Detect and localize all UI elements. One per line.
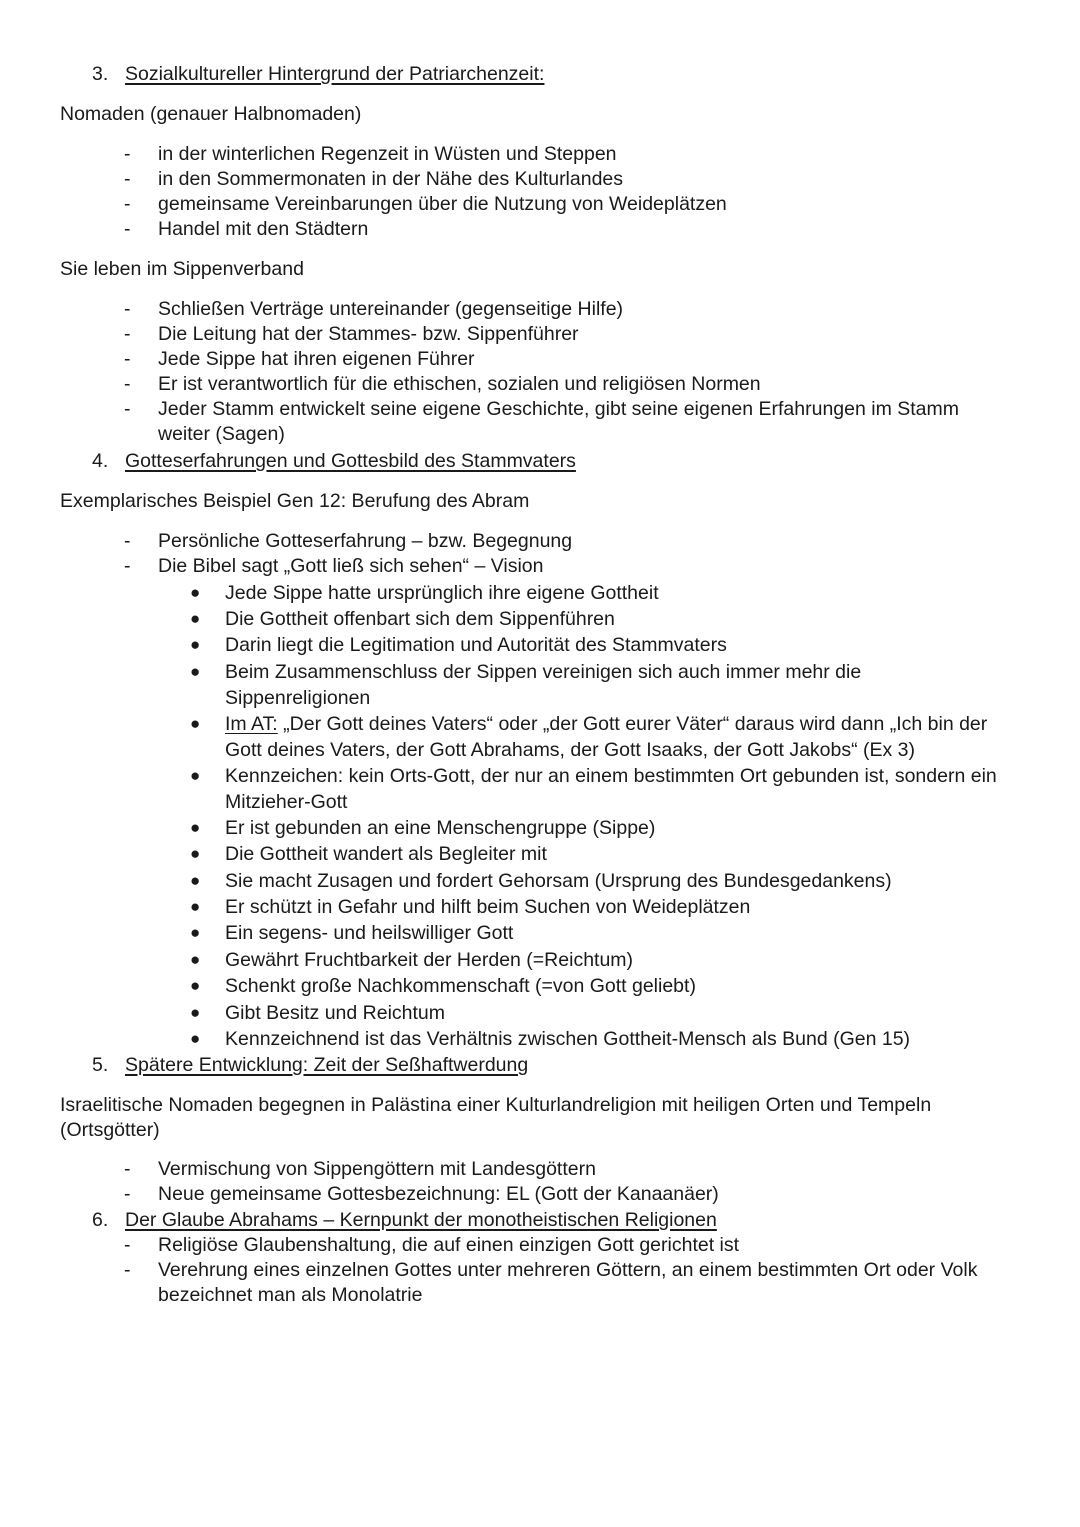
dash-item: - in der winterlichen Regenzeit in Wüsten und Steppen [124,143,617,165]
bullet-item: ● Im AT: „Der Gott deines Vaters“ oder „der Gott eurer Väter“ daraus wird dann „Ich bin der Gott deines Vaters, der Gott Abrahams, der Gott Isaaks, der Gott Jakobs“ (Ex 3) [190,713,988,761]
bullet-item: ● Er schützt in Gefahr und hilft beim Suchen von Weideplätzen [190,896,751,918]
bullet-item: ● Darin liegt die Legitimation und Autorität des Stammvaters [190,634,727,656]
section-title: Der Glaube Abrahams – Kernpunkt der monotheistischen Religionen [125,1209,717,1231]
dash-item: - Persönliche Gotteserfahrung – bzw. Begegnung [124,530,573,552]
paragraph: Nomaden (genauer Halbnomaden) [60,103,362,125]
section-4-heading [92,448,576,474]
bullet-item: ● Kennzeichnend ist das Verhältnis zwischen Gottheit-Mensch als Bund (Gen 15) [190,1028,911,1050]
paragraph: Sie leben im Sippenverband [60,258,304,280]
bullet-item: ● Kennzeichen: kein Orts-Gott, der nur an einem bestimmten Ort gebunden ist, sondern ein Mitzieher-Gott [190,765,997,813]
dash-item: - gemeinsame Vereinbarungen über die Nutzung von Weideplätzen [124,193,727,215]
dash-item: - Schließen Verträge untereinander (gegenseitige Hilfe) [124,298,624,320]
bullet-item: ● Jede Sippe hatte ursprünglich ihre eigene Gottheit [190,582,659,604]
bullet-item: ● Die Gottheit offenbart sich dem Sippenführen [190,608,615,630]
dash-item: - Handel mit den Städtern [124,218,369,240]
dash-item: - Die Leitung hat der Stammes- bzw. Sippenführer [124,323,579,345]
dash-item: - Jede Sippe hat ihren eigenen Führer [124,348,475,370]
paragraph: Israelitische Nomaden begegnen in Palästina einer Kulturlandreligion mit heiligen Orten und Tempeln (Ortsgötter) [60,1094,932,1141]
bullet-item: ● Sie macht Zusagen und fordert Gehorsam (Ursprung des Bundesgedankens) [190,870,892,892]
section-title: Sozialkultureller Hintergrund der Patriarchenzeit: [125,63,545,85]
dash-item: - Er ist verantwortlich für die ethischen, sozialen und religiösen Normen [124,373,761,395]
section-5-heading [92,1052,528,1078]
section-number: 4. [92,450,109,472]
paragraph: Exemplarisches Beispiel Gen 12: Berufung des Abram [60,490,530,512]
section-number: 5. [92,1054,109,1076]
dash-item: - Religiöse Glaubenshaltung, die auf einen einzigen Gott gerichtet ist [124,1234,740,1256]
dash-item: - Vermischung von Sippengöttern mit Landesgöttern [124,1158,596,1180]
section-number: 6. [92,1209,109,1231]
section-number: 3. [92,63,109,85]
dash-item: - Die Bibel sagt „Gott ließ sich sehen“ – Vision [124,555,544,577]
bullet-item: ● Die Gottheit wandert als Begleiter mit [190,843,547,865]
bullet-item: ● Er ist gebunden an eine Menschengruppe (Sippe) [190,817,656,839]
section-title: Gotteserfahrungen und Gottesbild des Stammvaters [125,450,576,472]
bullet-item: ● Beim Zusammenschluss der Sippen vereinigen sich auch immer mehr die Sippenreligionen [190,661,862,709]
dash-item: - Verehrung eines einzelnen Gottes unter mehreren Göttern, an einem bestimmten Ort oder Volk bezeichnet man als Monolatrie [124,1259,978,1306]
section-6-heading [92,1207,717,1233]
bullet-item: ● Gibt Besitz und Reichtum [190,1002,446,1024]
dash-item: - Jeder Stamm entwickelt seine eigene Geschichte, gibt seine eigenen Erfahrungen im Stamm weiter (Sagen) [124,398,960,445]
bullet-item: ● Schenkt große Nachkommenschaft (=von Gott geliebt) [190,975,696,997]
dash-item: - in den Sommermonaten in der Nähe des Kulturlandes [124,168,624,190]
section-3-heading [92,61,544,87]
dash-item: - Neue gemeinsame Gottesbezeichnung: EL (Gott der Kanaanäer) [124,1183,719,1205]
bullet-item: ● Ein segens- und heilswilliger Gott [190,922,514,944]
section-title: Spätere Entwicklung: Zeit der Seßhaftwerdung [125,1054,529,1076]
at-label: Im AT: [225,713,278,735]
bullet-item: ● Gewährt Fruchtbarkeit der Herden (=Reichtum) [190,949,634,971]
